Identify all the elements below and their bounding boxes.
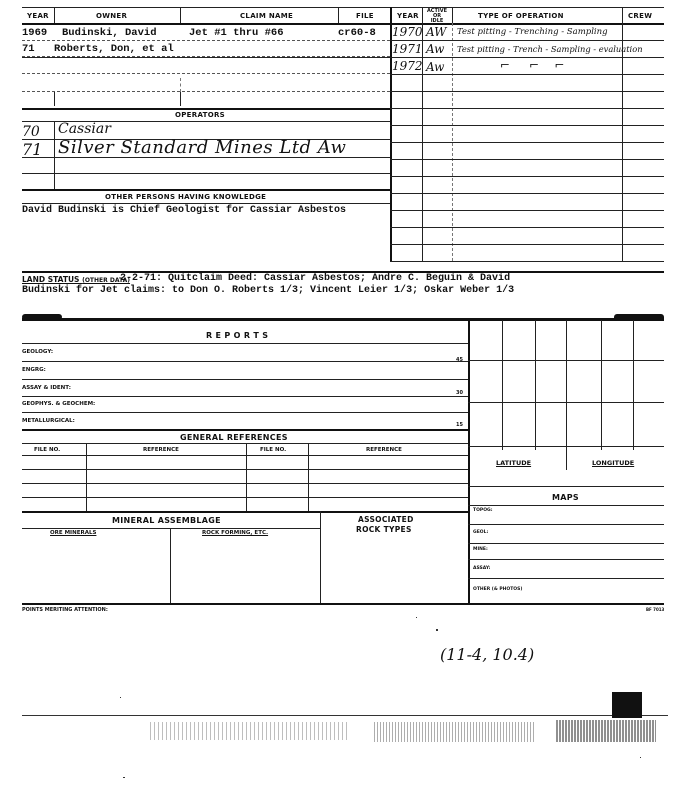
op-2-type: Test pitting - Trench - Sampling - evaluation (457, 44, 643, 54)
header-owner: OWNER (96, 12, 128, 20)
header-crew: CREW (628, 12, 653, 20)
operator-2-year: 71 (22, 140, 43, 159)
owner-row-2-year: 71 (22, 43, 35, 55)
other-persons-heading: OTHER PERSONS HAVING KNOWLEDGE (105, 193, 267, 201)
scan-noise-2 (374, 722, 534, 742)
points-meriting-attention: POINTS MERITING ATTENTION: (22, 607, 108, 613)
header-year-2: YEAR (397, 12, 419, 20)
header-type-of-operation: TYPE OF OPERATION (478, 12, 564, 20)
op-1-type: Test pitting - Trenching - Sampling (457, 27, 608, 37)
scan-noise-block (612, 692, 642, 718)
rock-types-label: ROCK TYPES (356, 525, 412, 534)
scan-noise-1 (150, 722, 350, 740)
owner-row-1-owner: Budinski, David (62, 27, 157, 39)
owner-row-2-owner: Roberts, Don, et al (54, 43, 174, 55)
maps-other: OTHER (& PHOTOS) (473, 587, 523, 592)
land-status-line-2: Budinski for Jet claims: to Don O. Roberts 1/3; Vincent Leier 1/3; Oskar Weber 1/3 (22, 285, 515, 296)
owner-row-1-file: cr60-8 (338, 27, 376, 39)
rock-forming-label: ROCK FORMING, ETC. (202, 530, 269, 536)
gr-col-file-2: FILE NO. (260, 447, 287, 453)
op-1-year: 1970 (392, 25, 423, 39)
op-2-year: 1971 (392, 42, 423, 56)
report-engrg: ENGRG: (22, 367, 46, 373)
gr-col-ref-1: REFERENCE (143, 447, 179, 453)
land-status-line-1: 2-2-71: Quitclaim Deed: Cassiar Asbestos; Andre C. Beguin & David (120, 273, 511, 284)
header-year: YEAR (27, 12, 49, 20)
operator-1-year: 70 (22, 124, 40, 140)
operator-1-name: Cassiar (58, 121, 111, 137)
ditto-marks: ⌐ ⌐ ⌐ (500, 58, 565, 72)
scan-noise-3 (556, 720, 656, 742)
header-active-idle: ACTIVE OR IDLE (426, 8, 448, 24)
op-2-status: Aw (426, 42, 445, 56)
header-file: FILE (356, 12, 374, 20)
scan-edge (22, 715, 668, 716)
report-assay-num: 30 (456, 390, 463, 396)
other-persons-text: David Budinski is Chief Geologist for Cassiar Asbestos (22, 205, 347, 216)
handwritten-note: (11-4, 10.4) (440, 645, 535, 664)
owner-row-1-year: 1969 (22, 27, 48, 39)
header-claim-name: CLAIM NAME (240, 12, 294, 20)
latitude-label: LATITUDE (496, 459, 532, 467)
owner-row-1-claim: Jet #1 thru #66 (189, 27, 284, 39)
op-3-status: Aw (426, 60, 445, 74)
operators-heading: OPERATORS (175, 111, 225, 119)
maps-geol: GEOL: (473, 530, 489, 535)
report-geophys: GEOPHYS. & GEOCHEM: (22, 401, 96, 407)
maps-heading: MAPS (552, 493, 579, 502)
form-number: BF 7013 (646, 607, 665, 612)
land-status-label: LAND STATUS (OTHER DATA) (22, 275, 131, 284)
maps-topog: TOPOG: (473, 508, 493, 513)
op-3-year: 1972 (392, 59, 423, 73)
operator-2-name: Silver Standard Mines Ltd Aw (58, 137, 347, 158)
general-references-heading: GENERAL REFERENCES (180, 433, 288, 442)
report-metallurgical-num: 15 (456, 422, 463, 428)
associated-label: ASSOCIATED (358, 515, 414, 524)
op-1-status: AW (426, 25, 447, 39)
maps-assay: ASSAY: (473, 566, 491, 571)
mineral-assemblage-heading: MINERAL ASSEMBLAGE (112, 516, 221, 525)
longitude-label: LONGITUDE (592, 459, 635, 467)
report-assay: ASSAY & IDENT: (22, 385, 71, 391)
reports-heading: R E P O R T S (206, 331, 269, 340)
ore-minerals-label: ORE MINERALS (50, 530, 97, 536)
maps-mine: MINE: (473, 547, 488, 552)
report-geology: GEOLOGY: (22, 349, 54, 355)
gr-col-file-1: FILE NO. (34, 447, 61, 453)
report-geology-num: 45 (456, 357, 463, 363)
report-metallurgical: METALLURGICAL: (22, 418, 75, 424)
gr-col-ref-2: REFERENCE (366, 447, 402, 453)
